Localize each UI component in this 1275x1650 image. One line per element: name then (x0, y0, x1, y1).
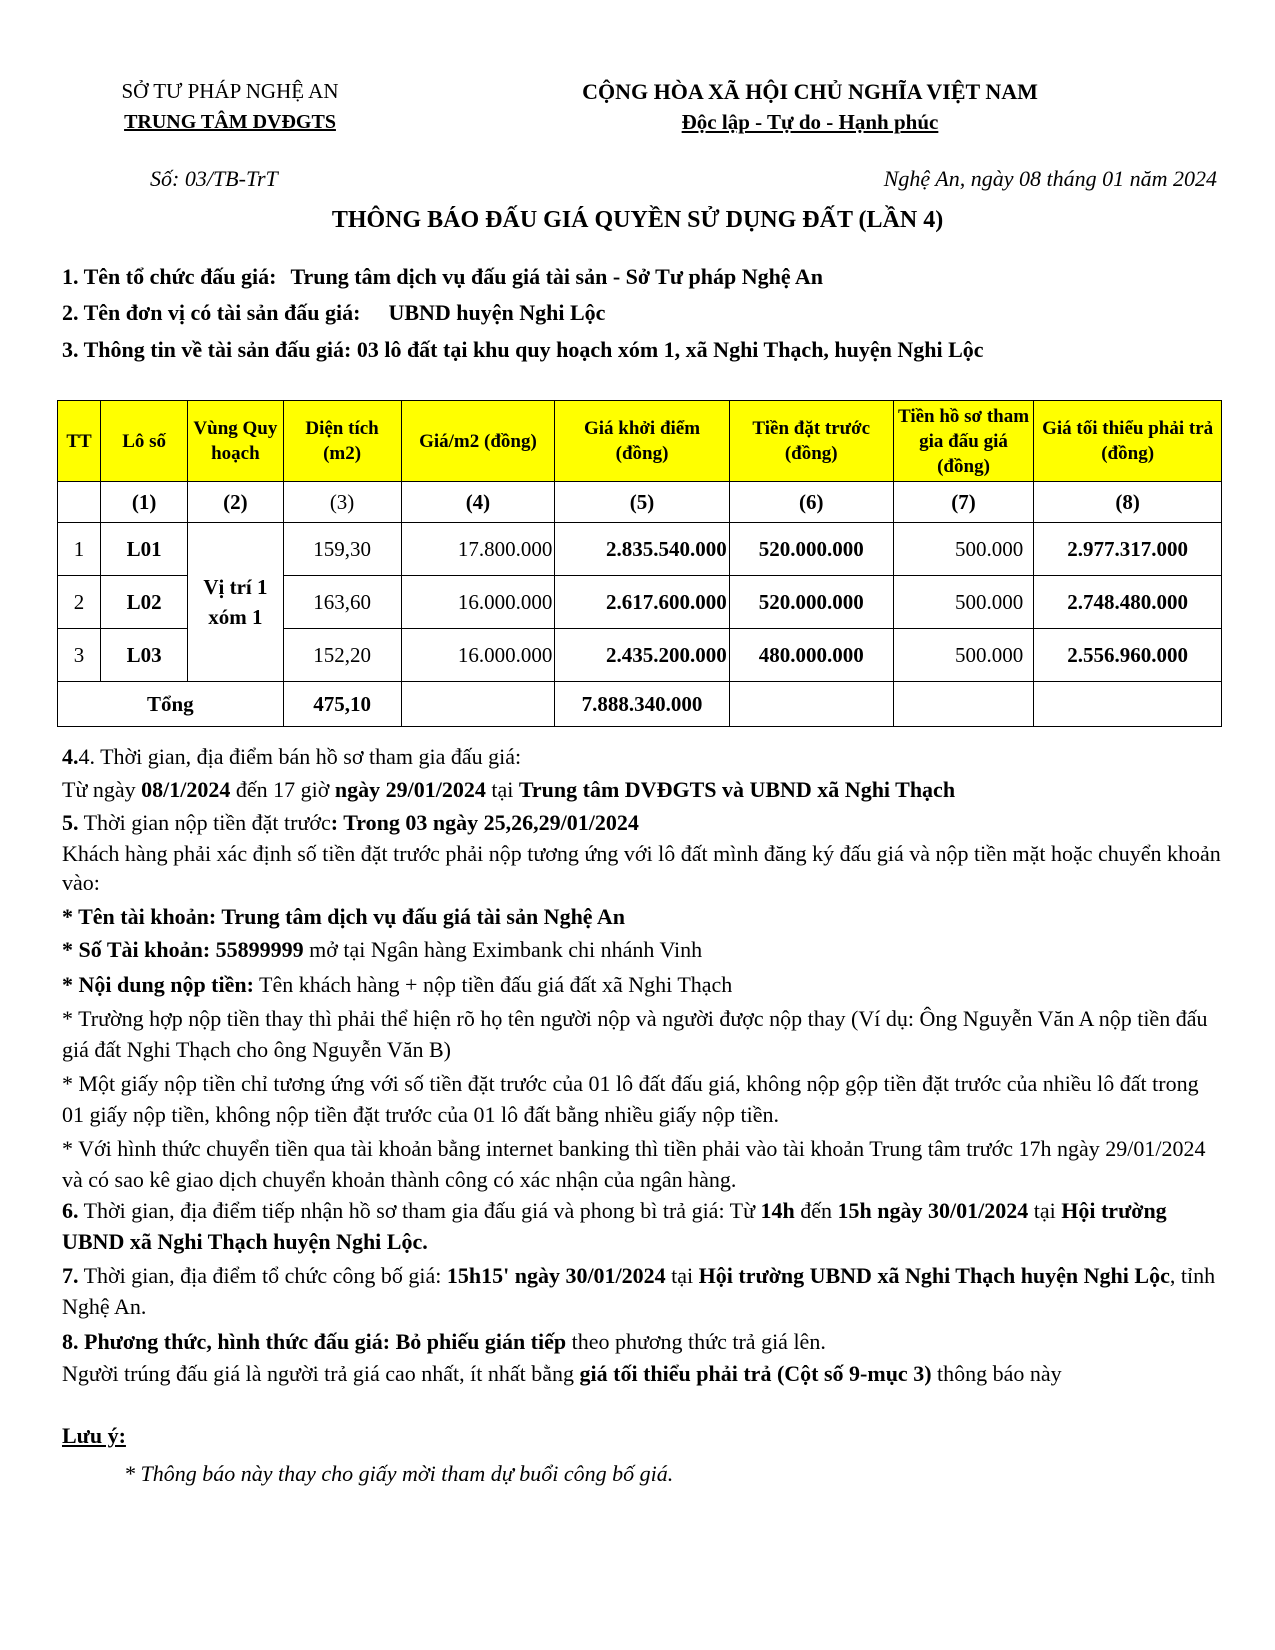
cell-area: 163,60 (283, 576, 401, 629)
cell-price-m2: 16.000.000 (401, 576, 555, 629)
total-empty (893, 682, 1034, 727)
cell-min-price: 2.748.480.000 (1034, 576, 1222, 629)
document-date: Nghệ An, ngày 08 tháng 01 năm 2024 (883, 166, 1217, 191)
header-price-m2: Giá/m2 (đồng) (401, 401, 555, 482)
text-run: tại (1028, 1198, 1062, 1223)
cell-lot: L02 (101, 576, 188, 629)
text-run: * Nội dung nộp tiền: (62, 972, 254, 997)
text-run: Hội trường UBND xã Nghi Thạch huyện Nghi Lộc (698, 1263, 1170, 1288)
text-run: , tỉnh Nghệ An. (62, 1263, 1216, 1319)
index-cell: (3) (283, 482, 401, 523)
cell-price-m2: 17.800.000 (401, 523, 555, 576)
text-run: Tên khách hàng + nộp tiền đấu giá đất xã Nghi Thạch (253, 972, 733, 997)
section-6 (62, 1195, 1222, 1257)
section-5-heading (62, 806, 1222, 839)
note-proxy-payment: * Trường hợp nộp tiền thay thì phải thể hiện rõ họ tên người nộp và người được nộp thay (Ví dụ: Ông Nguyễn Văn A nộp tiền đấu giá đất Nghi Thạch cho ông Nguyễn Văn B) (62, 1006, 1208, 1062)
text-run: mở tại Ngân hàng Eximbank chi nhánh Vinh (303, 937, 703, 962)
header-fee: Tiền hồ sơ tham gia đấu giá (đồng) (893, 401, 1034, 482)
text-run: đến (794, 1198, 838, 1223)
section-4-text: 4. Thời gian, địa điểm bán hồ sơ tham gia đấu giá: (78, 744, 522, 769)
header-lot: Lô số (101, 401, 188, 482)
index-cell: (7) (893, 482, 1034, 523)
section-8-paragraph (62, 1358, 1222, 1389)
index-cell: (8) (1034, 482, 1222, 523)
note-heading: Lưu ý: (62, 1423, 126, 1448)
section-4-heading: 4.4. Thời gian, địa điểm bán hồ sơ tham gia đấu giá: (62, 744, 522, 769)
total-empty (729, 682, 893, 727)
account-number (62, 933, 1222, 966)
text-run: Người trúng đấu giá là người trả giá cao nhất, ít nhất bằng (62, 1361, 580, 1386)
national-motto: Độc lập - Tự do - Hạnh phúc (681, 110, 939, 134)
cell-start-price: 2.435.200.000 (555, 629, 729, 682)
account-name: * Tên tài khoản: Trung tâm dịch vụ đấu giá tài sản Nghệ An (62, 904, 625, 929)
info-item-2 (62, 300, 605, 326)
index-cell: (4) (401, 482, 555, 523)
section-5-paragraph: Khách hàng phải xác định số tiền đặt trước phải nộp tương ứng với lô đất mình đăng ký đấu giá và nộp tiền mặt hoặc chuyển khoản vào: (62, 841, 1221, 895)
cell-fee: 500.000 (893, 576, 1034, 629)
info-item-1-label: 1. Tên tổ chức đấu giá: (62, 264, 277, 289)
cell-deposit: 520.000.000 (729, 576, 893, 629)
note-internet-banking: * Với hình thức chuyển tiền qua tài khoản bằng internet banking thì tiền phải vào tài khoản Trung tâm trước 17h ngày 29/01/2024 và có sao kê giao dịch chuyển khoản thành công có xác nhận của ngân hàng. (62, 1136, 1206, 1192)
text-run: Từ ngày (62, 777, 142, 802)
info-item-2-label: 2. Tên đơn vị có tài sản đấu giá: (62, 300, 361, 325)
cell-min-price: 2.977.317.000 (1034, 523, 1222, 576)
section-7 (62, 1260, 1222, 1322)
table-row (58, 523, 1222, 576)
index-cell: (5) (555, 482, 729, 523)
header-tt: TT (58, 401, 101, 482)
national-header (545, 76, 1075, 138)
text-run: ngày 29/01/2024 (334, 777, 486, 802)
text-run: 6. (62, 1198, 79, 1223)
national-title: CỘNG HÒA XÃ HỘI CHỦ NGHĨA VIỆT NAM (582, 79, 1038, 104)
total-area: 475,10 (283, 682, 401, 727)
notice-body (62, 740, 1222, 1490)
table-index-row (58, 482, 1222, 523)
index-cell (58, 482, 101, 523)
text-run: Trung tâm DVĐGTS và UBND xã Nghi Thạch (518, 777, 956, 802)
cell-tt: 2 (58, 576, 101, 629)
text-run: Thời gian nộp tiền đặt trước (78, 810, 331, 835)
info-item-1 (62, 264, 823, 290)
info-item-2-value: UBND huyện Nghi Lộc (388, 300, 606, 325)
header-deposit: Tiền đặt trước (đồng) (729, 401, 893, 482)
cell-price-m2: 16.000.000 (401, 629, 555, 682)
cell-fee: 500.000 (893, 629, 1034, 682)
payment-content (62, 968, 1222, 1001)
index-cell: (2) (188, 482, 283, 523)
cell-lot: L01 (101, 523, 188, 576)
note-single-lot: * Một giấy nộp tiền chỉ tương ứng với số tiền đặt trước của 01 lô đất đấu giá, không nộp gộp tiền đặt trước của nhiều lô đất trong 01 giấy nộp tiền, không nộp tiền đặt trước của 01 lô đất bằng nhiều giấy nộp tiền. (62, 1071, 1199, 1127)
note-invitation: * Thông báo này thay cho giấy mời tham dự buổi công bố giá. (124, 1461, 674, 1486)
text-run: 5. (62, 810, 79, 835)
text-run: 15h15' ngày 30/01/2024 (446, 1263, 666, 1288)
cell-min-price: 2.556.960.000 (1034, 629, 1222, 682)
cell-tt: 1 (58, 523, 101, 576)
auction-lots-table (57, 400, 1222, 727)
text-run: tại (485, 777, 519, 802)
text-run: đến 17 giờ (230, 777, 335, 802)
issuer-header (80, 76, 380, 138)
cell-deposit: 520.000.000 (729, 523, 893, 576)
total-empty (1034, 682, 1222, 727)
text-run: 08/1/2024 (141, 777, 231, 802)
text-run: thông báo này (931, 1361, 1062, 1386)
text-run: Thời gian, địa điểm tổ chức công bố giá: (78, 1263, 447, 1288)
cell-start-price: 2.835.540.000 (555, 523, 729, 576)
header-area: Diện tích (m2) (283, 401, 401, 482)
header-zone: Vùng Quy hoạch (188, 401, 283, 482)
total-label: Tổng (58, 682, 284, 727)
text-run: : Trong 03 ngày 25,26,29/01/2024 (330, 810, 639, 835)
cell-zone: Vị trí 1 xóm 1 (188, 523, 283, 682)
text-run: 15h ngày 30/01/2024 (837, 1198, 1029, 1223)
header-start-price: Giá khởi điểm (đồng) (555, 401, 729, 482)
text-run: tại (665, 1263, 699, 1288)
text-run: Hội trường UBND xã Nghi Thạch huyện Nghi Lộc. (62, 1198, 1167, 1254)
text-run: giá tối thiểu phải trả (Cột số 9-mục 3) (579, 1361, 932, 1386)
index-cell: (1) (101, 482, 188, 523)
table-header-row (58, 401, 1222, 482)
cell-deposit: 480.000.000 (729, 629, 893, 682)
text-run: theo phương thức trả giá lên. (566, 1329, 826, 1354)
info-item-3: 3. Thông tin về tài sản đấu giá: 03 lô đất tại khu quy hoạch xóm 1, xã Nghi Thạch, huyện Nghi Lộc (62, 337, 984, 362)
issuer-department: SỞ TƯ PHÁP NGHỆ AN (121, 79, 339, 103)
cell-area: 159,30 (283, 523, 401, 576)
cell-tt: 3 (58, 629, 101, 682)
total-empty (401, 682, 555, 727)
text-run: 8. Phương thức, hình thức đấu giá: Bỏ phiếu gián tiếp (62, 1329, 567, 1354)
cell-area: 152,20 (283, 629, 401, 682)
table-total-row (58, 682, 1222, 727)
header-min-price: Giá tối thiểu phải trả (đồng) (1034, 401, 1222, 482)
cell-start-price: 2.617.600.000 (555, 576, 729, 629)
section-8 (62, 1325, 1222, 1358)
document-number: Số: 03/TB-TrT (150, 166, 278, 191)
total-start-price: 7.888.340.000 (555, 682, 729, 727)
text-run: 14h (760, 1198, 795, 1223)
index-cell: (6) (729, 482, 893, 523)
text-run: Thời gian, địa điểm tiếp nhận hồ sơ tham gia đấu giá và phong bì trả giá: Từ (78, 1198, 761, 1223)
document-title: THÔNG BÁO ĐẤU GIÁ QUYỀN SỬ DỤNG ĐẤT (LẦN 4) (331, 207, 944, 233)
issuer-center: TRUNG TÂM DVĐGTS (124, 111, 336, 133)
text-run: * Số Tài khoản: 55899999 (62, 937, 304, 962)
text-run: 7. (62, 1263, 79, 1288)
cell-lot: L03 (101, 629, 188, 682)
section-4-detail (62, 773, 1222, 806)
cell-fee: 500.000 (893, 523, 1034, 576)
info-item-1-value: Trung tâm dịch vụ đấu giá tài sản - Sở Tư pháp Nghệ An (290, 264, 824, 289)
